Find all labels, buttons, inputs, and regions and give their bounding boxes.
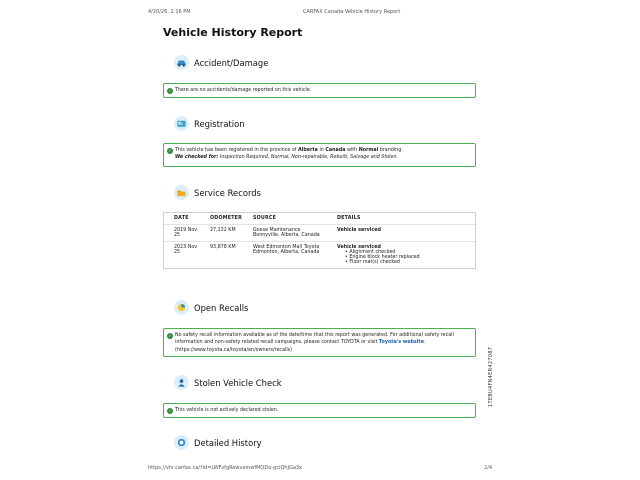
section-accident (174, 55, 268, 70)
history-icon (174, 435, 189, 450)
col-date: DATE (174, 216, 189, 221)
recalls-message: No safety recall information available as of the date/time that this report was generated. For additional safety recall information and non-safety related recall campaigns, please contact TOYOTA or visit Toyota's website. (175, 333, 454, 346)
wrench-folder-icon (174, 185, 189, 200)
recalls-url: (https://www.toyota.ca/toyota/en/owners/recalls) (175, 347, 293, 353)
cell-odometer: 27,132 KM (210, 228, 236, 233)
detail-item: • Alignment checked (345, 250, 396, 255)
section-stolen (174, 375, 282, 390)
cell-source: West Edmonton Mall Toyota Edmonton, Alberta, Canada (253, 245, 320, 255)
section-registration (174, 116, 245, 131)
car-crash-icon (174, 55, 189, 70)
col-source: SOURCE (253, 216, 277, 221)
print-datetime: 4/20/26, 2:16 PM (148, 9, 191, 15)
print-url: https://vhr.carfax.ca/?id=LWFsfgRewvxmwfMQDo-gciQhJGa3x (148, 465, 303, 471)
section-title: Open Recalls (194, 302, 249, 313)
police-icon (174, 375, 189, 390)
check-icon: ✓ (168, 407, 172, 413)
registration-checked-for: We checked for: Inspection Required, Normal, Non-repairable, Rebuilt, Salvage and Stolen. (175, 155, 399, 161)
col-details: DETAILS (337, 216, 361, 221)
table-row (164, 242, 475, 268)
vin-label: 1TEBU4FN4ER427087 (488, 346, 494, 407)
cell-details: Vehicle serviced (337, 228, 381, 233)
cell-date: 2023 Nov 25 (174, 245, 198, 255)
page-number: 2/4 (484, 465, 493, 471)
section-title: Registration (194, 118, 245, 129)
stolen-message: This vehicle is not actively declared stolen. (175, 408, 279, 413)
accident-message: There are no accidents/damage reported on this vehicle. (175, 88, 312, 93)
table-row (164, 225, 475, 242)
cell-date: 2019 Nov 25 (174, 228, 198, 238)
print-doc-title: CARFAX Canada Vehicle History Report (303, 9, 401, 15)
detail-item: • Floor mat(s) checked (345, 260, 400, 265)
detail-item: • Engine block heater replaced (345, 255, 420, 260)
recall-icon (174, 300, 189, 315)
cell-source: Goose Maintenance Bonnyville, Alberta, Canada (253, 228, 320, 238)
stolen-message-box (163, 403, 476, 418)
registration-message: This vehicle has been registered in the province of Alberta in Canada with Normal branding. (175, 148, 403, 153)
check-icon: ✓ (168, 147, 172, 153)
accident-message-box (163, 83, 476, 98)
section-service (174, 185, 261, 200)
section-title: Service Records (194, 187, 261, 198)
section-recalls (174, 300, 248, 315)
check-icon: ✓ (168, 87, 172, 93)
section-detailed (174, 435, 262, 450)
page-title: Vehicle History Report (163, 26, 303, 39)
section-title: Stolen Vehicle Check (194, 377, 282, 388)
toyota-website-link[interactable]: Toyota's website (378, 340, 424, 346)
section-title: Detailed History (194, 437, 262, 448)
col-odometer: ODOMETER (210, 216, 243, 221)
table-header (164, 213, 475, 225)
service-records-table (163, 212, 476, 269)
registration-message-box (163, 143, 476, 167)
cell-odometer: 93,878 KM (210, 245, 236, 250)
section-title: Accident/Damage (194, 57, 269, 68)
cell-details: Vehicle serviced • Alignment checked • Engine block heater replaced • Floor mat(s) checked (337, 245, 467, 265)
registration-card-icon (174, 116, 189, 131)
check-icon: ✓ (168, 332, 172, 338)
recalls-message-box (163, 328, 476, 357)
